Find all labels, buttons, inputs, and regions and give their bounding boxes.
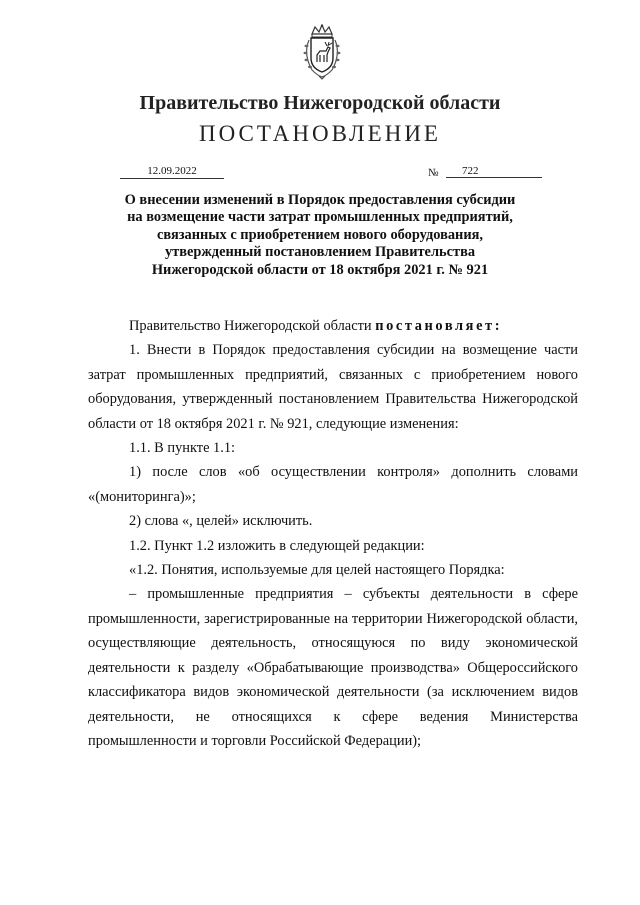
- document-date: 12.09.2022: [120, 164, 224, 179]
- document-number: 722: [446, 164, 542, 178]
- heading-line: Нижегородской области от 18 октября 2021 г. № 921: [151, 261, 489, 278]
- body-paragraph: 2) слова «, целей» исключить.: [129, 513, 313, 530]
- body-paragraph: 1. Внести в Порядок предоставления субсидии на возмещение части затрат промышленных предприятий, связанных с приобретением нового оборудования, утвержденный постановлением Правительства Нижегородской области от 18 октября 2021 г. № 921, следующие изменения:: [88, 342, 578, 432]
- number-sign: №: [428, 167, 439, 179]
- body-paragraph: 1) после слов «об осуществлении контроля» дополнить словами «(мониторинга)»;: [88, 464, 578, 505]
- intro-paragraph: [88, 314, 578, 338]
- coat-of-arms-icon: [300, 24, 344, 80]
- heading-line: утвержденный постановлением Правительства: [164, 244, 476, 261]
- organization-title: Правительство Нижегородской области: [139, 92, 501, 114]
- body-paragraph: 1.2. Пункт 1.2 изложить в следующей редакции:: [129, 537, 425, 554]
- intro-verb: постановляет:: [375, 318, 503, 334]
- document-type: ПОСТАНОВЛЕНИЕ: [199, 121, 441, 146]
- heading-line: связанных с приобретением нового оборудования,: [156, 226, 484, 243]
- heading-line: О внесении изменений в Порядок предоставления субсидии: [124, 192, 516, 208]
- heading-line: на возмещение части затрат промышленных предприятий,: [127, 209, 513, 226]
- document-heading: [80, 192, 560, 279]
- body-paragraph: 1.1. В пункте 1.1:: [129, 440, 236, 457]
- body-paragraph: – промышленные предприятия – субъекты деятельности в сфере промышленности, зарегистрированные на территории Нижегородской области, осуществляющие деятельность, относящуюся по виду экономической деятельности к разделу «Обрабатывающие производства» Общероссийского классификатора видов экономической деятельности (за исключением видов деятельности, не относящихся к сфере ведения Министерства промышленности и торговли Российской Федерации);: [88, 586, 578, 749]
- body-paragraph: «1.2. Понятия, используемые для целей настоящего Порядка:: [129, 562, 505, 579]
- document-body: [88, 314, 578, 753]
- intro-text: Правительство Нижегородской области: [129, 318, 372, 334]
